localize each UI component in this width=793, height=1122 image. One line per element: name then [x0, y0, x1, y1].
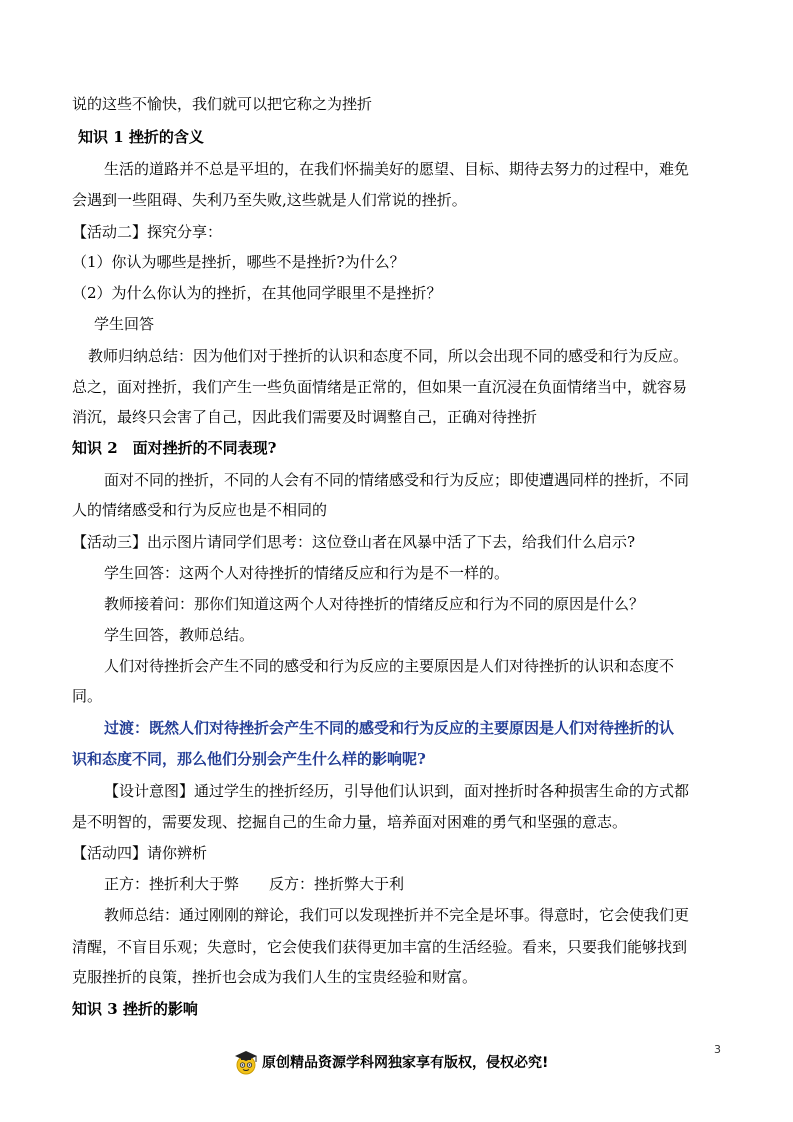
text-line: 生活的道路并不总是平坦的，在我们怀揣美好的愿望、目标、期待去努力的过程中，难免 — [104, 160, 690, 178]
text-line: 是不明智的，需要发现、挖掘自己的生命力量，培养面对困难的勇气和坚强的意志。 — [72, 813, 628, 831]
text-line: 人们对待挫折会产生不同的感受和行为反应的主要原因是人们对待挫折的认识和态度不 — [104, 657, 675, 675]
text-line: 同。 — [72, 687, 103, 705]
text-line: 正方：挫折利大于弊 反方：挫折弊大于利 — [104, 875, 405, 893]
text-line: 教师归纳总结：因为他们对于挫折的认识和态度不同，所以会出现不同的感受和行为反应。 — [88, 347, 689, 365]
text-line: 【设计意图】通过学生的挫折经历，引导他们认识到，面对挫折时各种损害生命的方式都 — [104, 782, 690, 800]
text-line: 学生回答：这两个人对待挫折的情绪反应和行为是不一样的。 — [104, 564, 510, 582]
text-line: 清醒，不盲目乐观；失意时，它会使我们获得更加丰富的生活经验。看来，只要我们能够找到 — [72, 938, 688, 956]
text-line: 【活动二】探究分享： — [72, 223, 223, 241]
text-line: 人的情绪感受和行为反应也是不相同的 — [72, 501, 328, 519]
text-line: 学生回答 — [94, 315, 155, 333]
text-line: 会遇到一些阻碍、失利乃至失败,这些就是人们常说的挫折。 — [72, 191, 467, 209]
copyright-notice: 原创精品资源学科网独家享有版权，侵权必究! — [262, 1055, 549, 1071]
graduate-mascot-icon — [232, 1048, 260, 1076]
transition-line: 过渡：既然人们对待挫折会产生不同的感受和行为反应的主要原因是人们对待挫折的认 — [104, 719, 675, 737]
text-line: 总之，面对挫折，我们产生一些负面情绪是正常的，但如果一直沉浸在负面情绪当中，就容易 — [72, 378, 688, 396]
text-line: （2）为什么你认为的挫折，在其他同学眼里不是挫折？ — [72, 284, 442, 302]
section-heading: 知识 3 挫折的影响 — [72, 1000, 198, 1018]
footer — [232, 1048, 548, 1076]
text-line: 教师接着问：那你们知道这两个人对待挫折的情绪反应和行为不同的原因是什么？ — [104, 595, 645, 613]
page-number: 3 — [714, 1043, 721, 1056]
text-line: 学生回答，教师总结。 — [104, 626, 255, 644]
transition-line: 识和态度不同，那么他们分别会产生什么样的影响呢? — [72, 750, 426, 768]
section-heading: 知识 2 面对挫折的不同表现? — [72, 439, 277, 457]
text-line: 说的这些不愉快，我们就可以把它称之为挫折 — [72, 95, 373, 113]
text-line: 消沉，最终只会害了自己，因此我们需要及时调整自己，正确对待挫折 — [72, 408, 538, 426]
section-heading: 知识 1 挫折的含义 — [78, 128, 204, 146]
text-line: （1）你认为哪些是挫折，哪些不是挫折?为什么？ — [72, 253, 405, 271]
text-line: 【活动四】请你辨析 — [72, 844, 208, 862]
text-line: 【活动三】出示图片请同学们思考：这位登山者在风暴中活了下去，给我们什么启示? — [72, 533, 636, 551]
text-line: 克服挫折的良策，挫折也会成为我们人生的宝贵经验和财富。 — [72, 968, 478, 986]
text-line: 教师总结：通过刚刚的辩论，我们可以发现挫折并不完全是坏事。得意时，它会使我们更 — [104, 906, 690, 924]
text-line: 面对不同的挫折，不同的人会有不同的情绪感受和行为反应；即使遭遇同样的挫折，不同 — [104, 471, 690, 489]
